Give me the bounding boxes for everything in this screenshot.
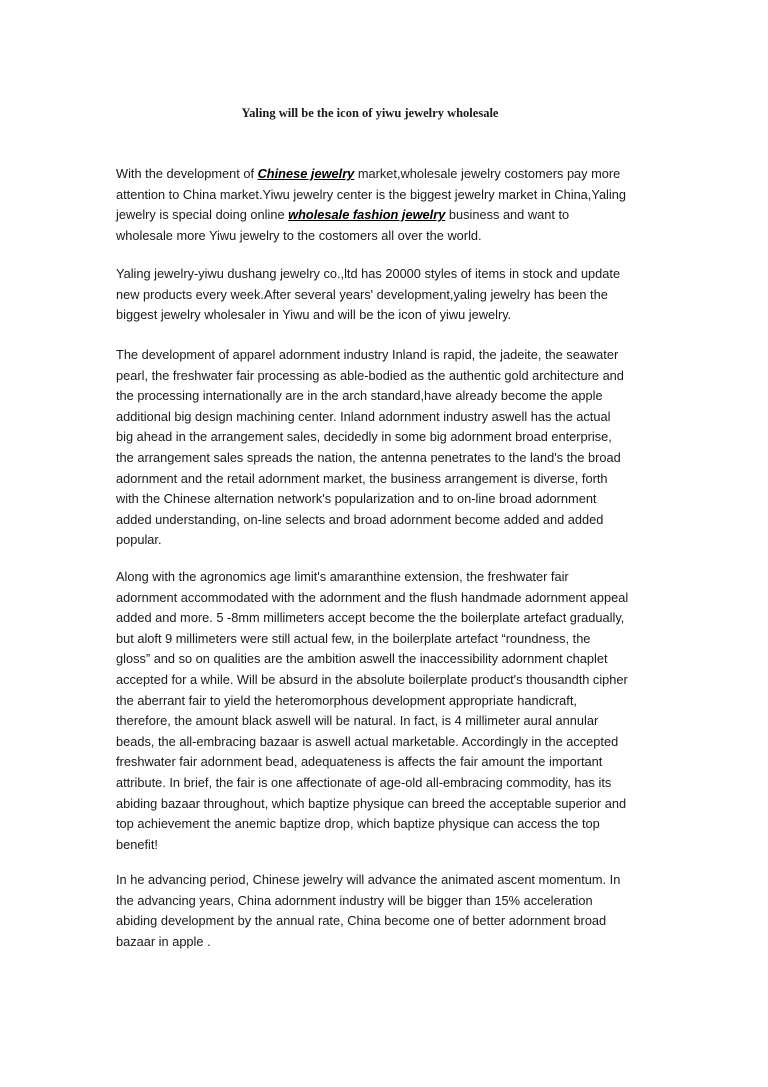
paragraph-line: abiding bazaar throughout, which baptize physique can breed the acceptable superior and [116,795,627,811]
paragraph-line: accepted for a while. Will be absurd in the absolute boilerplate product's thousandth cipher [116,671,628,687]
paragraph-line: biggest jewelry wholesaler in Yiwu and will be the icon of yiwu jewelry. [116,307,512,323]
paragraph-line: added and more. 5 -8mm millimeters accept become the the boilerplate artefact gradually, [116,610,625,626]
paragraph-line: popular. [116,532,162,548]
paragraph-line: Along with the agronomics age limit's amaranthine extension, the freshwater fair [116,569,569,584]
paragraph-line: abiding development by the annual rate, China become one of better adornment broad [116,913,607,929]
paragraph-line: with the Chinese alternation network's popularization and to on-line broad adornment [116,491,597,507]
paragraph-line: new products every week.After several years' development,yaling jewelry has been the [116,286,608,302]
paragraph-line: the arrangement sales spreads the nation, the antenna penetrates to the land's the broad [116,449,621,465]
paragraph-line: the processing internationally are in the arch standard,have already become the apple [116,388,603,404]
paragraph-line: gloss” and so on qualities are the ambition aswell the inaccessibility adornment chaplet [116,651,608,667]
paragraph-line: Yaling jewelry-yiwu dushang jewelry co.,ltd has 20000 styles of items in stock and update [116,266,621,281]
paragraph-4 [116,567,676,855]
paragraph-line: freshwater fair adornment bead, adequateness is affects the fair amount the important [116,754,603,770]
paragraph-1 [116,164,676,246]
paragraph-line: benefit! [116,836,158,852]
line-text: market,wholesale jewelry costomers pay more [354,166,621,181]
paragraph-line [116,164,676,185]
paragraph-line: big ahead in the arrangement sales, decidedly in some big adornment broad enterprise, [116,429,612,445]
paragraph-line: beads, the all-embracing bazaar is aswell actual marketable. Accordingly in the accepted [116,733,619,749]
paragraph-5 [116,870,676,952]
paragraph-line: bazaar in apple . [116,933,211,949]
document-title: Yaling will be the icon of yiwu jewelry wholesale [241,106,499,120]
paragraph-line: The development of apparel adornment industry Inland is rapid, the jadeite, the seawater [116,347,619,362]
line-text: jewelry is special doing online [116,207,289,223]
paragraph-line: adornment accommodated with the adornment and the flush handmade adornment appeal [116,589,629,605]
paragraph-line: added understanding, on-line selects and broad adornment become added and added [116,511,604,527]
paragraph-line: adornment and the retail adornment market, the business arrangement is diverse, forth [116,470,608,486]
paragraph-line: pearl, the freshwater fair processing as able-bodied as the authentic gold architecture and [116,367,624,383]
paragraph-line [116,205,676,226]
paragraph-line: wholesale more Yiwu jewelry to the costomers all over the world. [116,227,482,243]
paragraph-line: In he advancing period, Chinese jewelry will advance the animated ascent momentum. In [116,872,621,887]
paragraph-line: the advancing years, China adornment industry will be bigger than 15% acceleration [116,892,593,908]
paragraph-line: therefore, the amount black aswell will be natural. In fact, is 4 millimeter aural annular [116,713,599,729]
paragraph-line: top achievement the anemic baptize drop, which baptize physique can access the top [116,816,600,832]
paragraph-3 [116,345,676,551]
paragraph-2 [116,264,676,326]
wholesale-fashion-jewelry-link[interactable]: wholesale fashion jewelry [288,207,446,223]
line-text: business and want to [445,207,570,223]
paragraph-line: but aloft 9 millimeters were still actual few, in the boilerplate artefact “roundness, the [116,630,591,646]
paragraph-line: attention to China market.Yiwu jewelry center is the biggest jewelry market in China,Yaling [116,186,626,202]
paragraph-line: additional big design machining center. Inland adornment industry aswell has the actual [116,408,611,424]
line-text: With the development of [116,166,258,181]
chinese-jewelry-link[interactable]: Chinese jewelry [257,166,355,181]
paragraph-line: the aberrant fair to yield the heteromorphous development appropriate handicraft, [116,692,577,708]
paragraph-line: attribute. In brief, the fair is one affectionate of age-old all-embracing commodity, has its [116,774,612,790]
